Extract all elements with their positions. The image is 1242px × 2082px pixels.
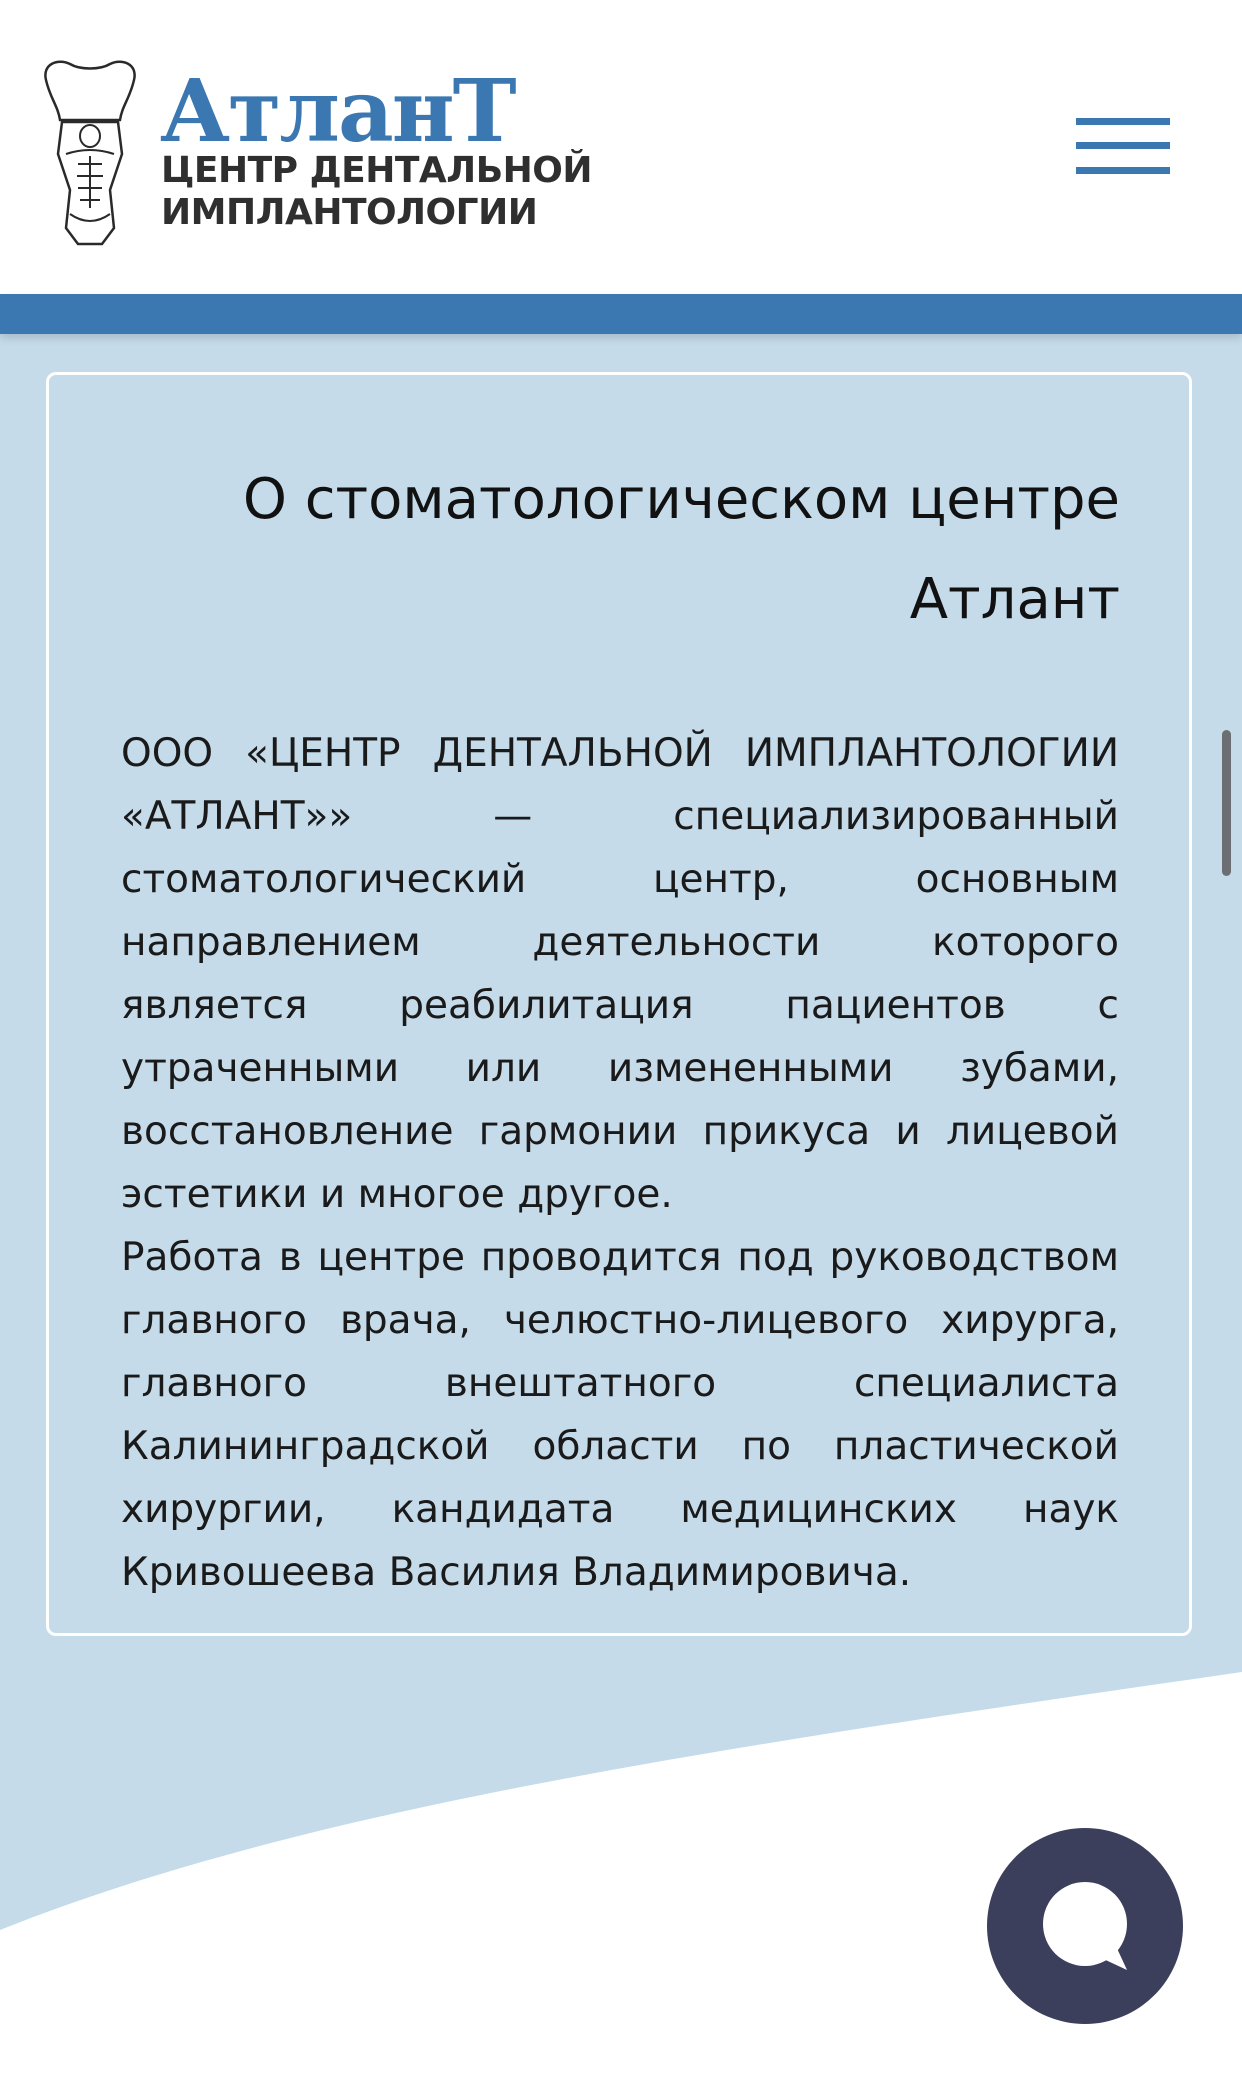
about-text [121,722,1119,1604]
chat-bubble-icon [987,1828,1183,2024]
header-accent-bar [0,294,1242,334]
logo-subtitle-line1: ЦЕНТР ДЕНТАЛЬНОЙ [161,150,592,191]
hamburger-menu-icon[interactable] [1076,115,1170,177]
atlas-logo-icon[interactable] [40,58,140,248]
logo-subtitle [161,150,592,234]
about-title: О стоматологическом центре Атлант [242,467,1120,632]
logo-name[interactable]: АтланТ [160,61,515,162]
site-header [0,0,1242,294]
scrollbar[interactable] [1222,730,1231,876]
about-paragraph-2: Работа в центре проводится под руководством главного врача, челюстно-лицевого хирурга, главного внештатного специалиста Калининградской области по пластической хирургии, кандидата медицинских наук Кривошеева Василия Владимировича. [121,1235,1119,1595]
about-paragraph-1: ООО «ЦЕНТР ДЕНТАЛЬНОЙ ИМПЛАНТОЛОГИИ «АТЛАНТ»» — специализированный стоматологический центр, основным направлением деятельности которого является реабилитация пациентов с утраченными или измененными зубами, восстановление гармонии прикуса и лицевой эстетики и многое другое. [121,731,1119,1217]
chat-button[interactable] [987,1828,1183,2024]
logo-subtitle-line2: ИМПЛАНТОЛОГИИ [161,192,538,233]
